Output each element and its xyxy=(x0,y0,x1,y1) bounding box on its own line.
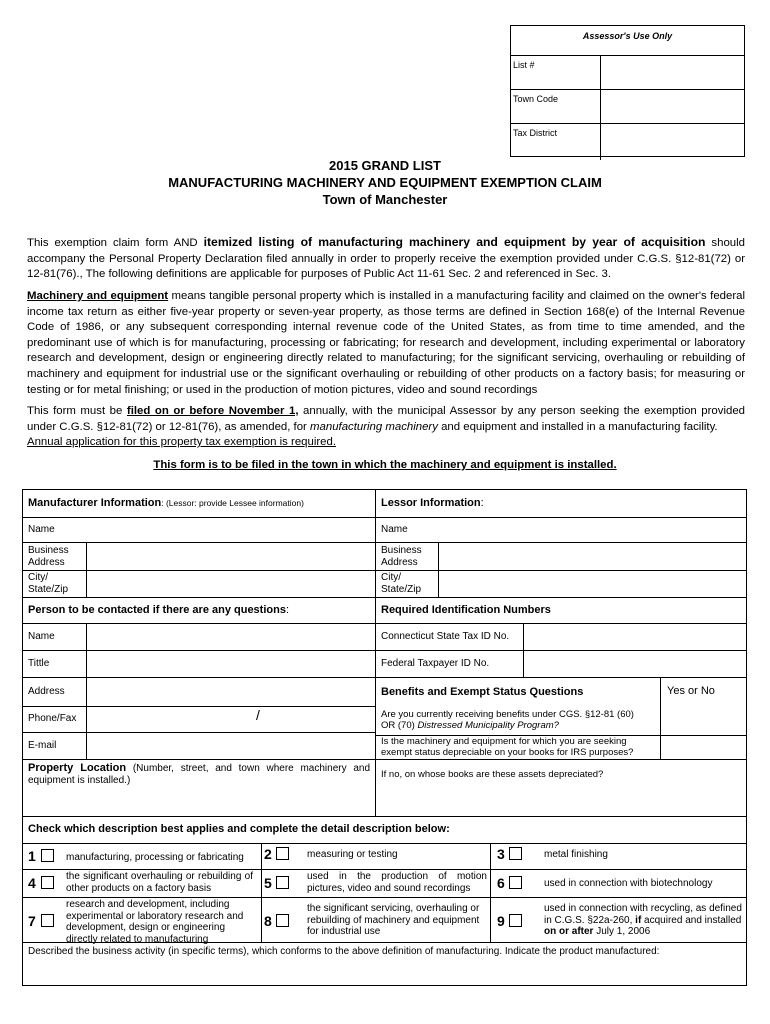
option-3-label: metal finishing xyxy=(544,849,608,860)
option-1-checkbox[interactable] xyxy=(41,849,54,862)
phone-fax-separator: / xyxy=(256,707,260,723)
option-8-checkbox[interactable] xyxy=(276,914,289,927)
option-3-checkbox[interactable] xyxy=(509,847,522,860)
property-location-label: Property Location (Number, street, and town where machinery and equipment is installed.) xyxy=(28,762,371,786)
option-5-label: used in the production of motion pictures, video and sound recordings xyxy=(307,871,487,894)
option-9-checkbox[interactable] xyxy=(509,914,522,927)
town-code-field[interactable] xyxy=(601,90,744,123)
option-5-number: 5 xyxy=(264,875,272,891)
option-1-label: manufacturing, processing or fabricating xyxy=(66,852,244,863)
contact-title-label: Tittle xyxy=(28,658,50,669)
contact-heading: Person to be contacted if there are any questions: xyxy=(28,604,290,616)
required-ids-heading: Required Identification Numbers xyxy=(381,604,551,616)
manufacturer-city-label: City/ State/Zip xyxy=(28,572,69,595)
lessor-city-label: City/ State/Zip xyxy=(381,572,422,595)
option-9-label: used in connection with recycling, as defined in C.G.S. §22a-260, if acquired and installed on or after July 1, 2006 xyxy=(544,903,742,937)
form-title: MANUFACTURING MACHINERY AND EQUIPMENT EXEMPTION CLAIM xyxy=(168,175,602,190)
annual-application-note: Annual application for this property tax exemption is required. xyxy=(27,436,336,449)
assessor-title: Assessor's Use Only xyxy=(511,26,744,56)
option-2-checkbox[interactable] xyxy=(276,847,289,860)
option-6-number: 6 xyxy=(497,875,505,891)
option-7-label: research and development, including experimental or laboratory research and development, design or engineering directly related to manufacturing xyxy=(66,899,244,945)
filing-deadline: filed on or before November 1, xyxy=(126,405,299,417)
list-number-label: List # xyxy=(511,56,601,89)
assessor-use-box xyxy=(510,25,745,157)
federal-tax-id-label: Federal Taxpayer ID No. xyxy=(381,658,490,669)
option-3-number: 3 xyxy=(497,846,505,862)
town-title: Town of Manchester xyxy=(322,192,448,207)
filing-town-notice: This form is to be filed in the town in which the machinery and equipment is installed. xyxy=(153,459,617,471)
option-8-label: the significant servicing, overhauling or rebuilding of machinery and equipment for industrial use xyxy=(307,903,480,937)
town-code-label: Town Code xyxy=(511,90,601,123)
form-year-title: 2015 GRAND LIST xyxy=(329,158,441,173)
question-benefits: Are you currently receiving benefits under CGS. §12-81 (60) OR (70) Distressed Municipality Program? xyxy=(381,709,634,731)
option-4-label: the significant overhauling or rebuilding of other products on a factory basis xyxy=(66,871,253,894)
option-4-checkbox[interactable] xyxy=(41,876,54,889)
option-2-label: measuring or testing xyxy=(307,849,398,860)
lessor-heading: Lessor Information: xyxy=(381,497,484,509)
description-heading: Check which description best applies and complete the detail description below: xyxy=(28,823,450,835)
option-6-label: used in connection with biotechnology xyxy=(544,878,713,889)
intro-paragraph: This exemption claim form AND itemized listing of manufacturing machinery and equipment by year of acquisition should accompany the Personal Property Declaration filed annually in order to properly receive the exemption provided under C.G.S. §12-81(72) or 12-81(76)., The following definitions are applicable for purposes of Public Act 11-61 Sec. 2 and referenced in Sec. 3. xyxy=(27,235,745,281)
option-2-number: 2 xyxy=(264,846,272,862)
email-label: E-mail xyxy=(28,740,57,751)
definition-term: Machinery and equipment xyxy=(27,290,169,302)
ct-tax-id-label: Connecticut State Tax ID No. xyxy=(381,631,510,642)
benefits-heading: Benefits and Exempt Status Questions xyxy=(381,686,584,698)
definition-paragraph: Machinery and equipment means tangible personal property which is installed in a manufacturing facility and claimed on the owner's federal income tax return as either five-year property or seven-year property, as those terms are defined in Section 168(e) of the Internal Revenue Code of 1986, or any subsequent corresponding internal revenue code of the United States, as from time to time amended, and the predominant use of which is for manufacturing, processing or fabricating; for research and development, including experimental or laboratory research and development, design or engineering directly related to manufacturing; for the significant servicing, overhauling or rebuilding of machinery and equipment for industrial use or the significant overhauling or rebuilding of other products on a factory basis; for measuring or testing or for metal finishing; or used in the production of motion pictures, video and sound recordings xyxy=(27,290,745,396)
option-6-checkbox[interactable] xyxy=(509,876,522,889)
contact-name-label: Name xyxy=(28,631,55,642)
option-4-number: 4 xyxy=(28,875,36,891)
tax-district-label: Tax District xyxy=(511,124,601,160)
option-1-number: 1 xyxy=(28,848,36,864)
yes-no-heading: Yes or No xyxy=(667,685,715,697)
option-8-number: 8 xyxy=(264,913,272,929)
tax-district-field[interactable] xyxy=(601,124,744,160)
manufacturer-name-label: Name xyxy=(28,524,55,535)
option-9-number: 9 xyxy=(497,913,505,929)
business-activity-description-label: Described the business activity (in specific terms), which conforms to the above definition of manufacturing. Indicate the product manufactured: xyxy=(28,946,660,957)
list-number-field[interactable] xyxy=(601,56,744,89)
phone-fax-label: Phone/Fax xyxy=(28,713,77,724)
manufacturer-heading: Manufacturer Information: (Lessor: provide Lessee information) xyxy=(28,497,304,509)
filing-paragraph: This form must be filed on or before November 1, annually, with the municipal Assessor by any person seeking the exemption provided under C.G.S. §12-81(72) or 12-81(76), as amended, for manufacturing machinery and equipment and installed in a manufacturing facility. Annual application for this property tax exemption is required. xyxy=(27,405,745,449)
manufacturer-address-label: Business Address xyxy=(28,545,69,568)
option-5-checkbox[interactable] xyxy=(276,876,289,889)
lessor-address-label: Business Address xyxy=(381,545,422,568)
lessor-name-label: Name xyxy=(381,524,408,535)
question-depreciable: Is the machinery and equipment for which you are seeking exempt status depreciable on your books for IRS purposes? xyxy=(381,736,634,758)
claim-form xyxy=(22,489,747,986)
question-depreciated-books: If no, on whose books are these assets depreciated? xyxy=(381,769,604,780)
option-7-checkbox[interactable] xyxy=(41,914,54,927)
option-7-number: 7 xyxy=(28,913,36,929)
contact-address-label: Address xyxy=(28,686,65,697)
